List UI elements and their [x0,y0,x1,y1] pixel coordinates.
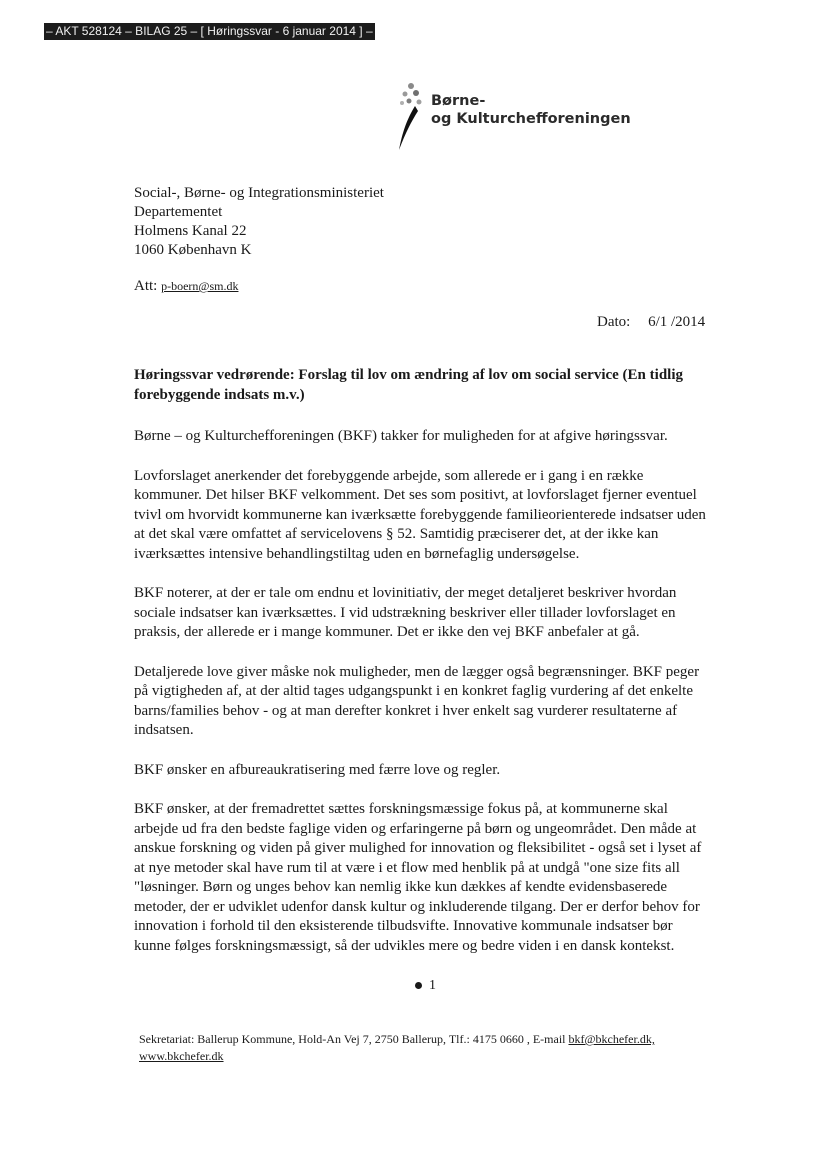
recipient-line: Holmens Kanal 22 [134,223,247,239]
paragraph: Lovforslaget anerkender det forebyggende arbejde, som allerede er i gang i en række kommuner. Det hilser BKF velkomment. Det ses som positivt, at lovforslaget fjerner eventuel tvivl om hvorvidt kommunerne kan iværksætte forebyggende familieorienterede indsatser uden at det skal være omfattet af servicelovens § 52. Samtidig præciserer det, at der ikke kan iværksættes intensive behandlingstiltag uden en børnefaglig undersøgelse. [134,467,706,562]
logo-line-2: og Kulturchefforeningen [431,111,631,127]
page-number [415,978,436,994]
paragraph: BKF ønsker en afbureaukratisering med færre love og regler. [134,761,501,778]
paragraph: Børne – og Kulturchefforeningen (BKF) takker for muligheden for at afgive høringssvar. [134,428,668,444]
date-line [597,314,705,331]
attention-line [134,278,238,295]
paragraph: Detaljerede love giver måske nok muligheder, men de lægger også begrænsninger. BKF peger på vigtigheden af, at der altid tages udgangspunkt i en konkret faglig vurdering af det enkelte barns/families behov - og at man derefter konkret i hver enkelt sag vurderer resultaterne af indsatsen. [134,663,700,738]
date-label: Dato: [597,314,631,330]
recipient-address [134,184,384,260]
bullet-icon [415,982,422,989]
date-value: 6/1 /2014 [648,314,706,330]
footer-text: Sekretariat: Ballerup Kommune, Hold-An Vej 7, 2750 Ballerup, Tlf.: 4175 0660 , E-mail [139,1032,566,1046]
footer-email-link[interactable]: bkf@bkchefer.dk, [568,1032,655,1046]
recipient-line: Departementet [134,204,223,220]
paragraph: BKF ønsker, at der fremadrettet sættes forskningsmæssige fokus på, at kommunerne skal arbejde ud fra den bedste faglige viden og erfaringerne på børn og ungeområdet. Den måde at anskue forskning og viden på giver mulighed for innovation og fleksibilitet - også set i lyset af at nye metoder skal have rum til at være i et flow med henblik på at undgå "one size fits all "løsninger. Børn og unges behov kan nemlig ikke kun dækkes af kendte evidensbaserede metoder, der er udviklet udenfor dansk kultur og inkluderende tilgang. Der er derfor behov for innovation i forhold til den eksisterende tilbudsvifte. Innovative kommunale indsatser bør kunne følges forskningsmæssigt, så der udvikles mere og bedre viden i en dansk kontekst. [134,801,702,954]
letter-body [134,366,706,976]
organization-logo [393,80,633,160]
archive-stamp: – AKT 528124 – BILAG 25 – [ Høringssvar - 6 januar 2014 ] – [46,24,373,38]
page-number-value: 1 [429,978,436,993]
footer [139,1031,699,1065]
recipient-line: Social-, Børne- og Integrationsministeriet [134,185,384,201]
footer-web-link[interactable]: www.bkchefer.dk [139,1049,224,1063]
organization-name [431,92,631,128]
logo-line-1: Børne- [431,93,486,109]
subject-heading: Høringssvar vedrørende: Forslag til lov om ændring af lov om social service (En tidlig forebyggende indsats m.v.) [134,367,683,403]
attention-email-link[interactable]: p-boern@sm.dk [161,279,239,293]
flower-logo-icon [393,80,433,160]
attention-label: Att: [134,278,158,294]
paragraph: BKF noterer, at der er tale om endnu et lovinitiativ, der meget detaljeret beskriver hvordan sociale indsatser kan iværksættes. I vid udstrækning beskriver eller tillader lovforslaget en praksis, der allerede er i mange kommuner. Det er ikke den vej BKF anbefaler at gå. [134,585,677,640]
recipient-line: 1060 København K [134,242,252,258]
